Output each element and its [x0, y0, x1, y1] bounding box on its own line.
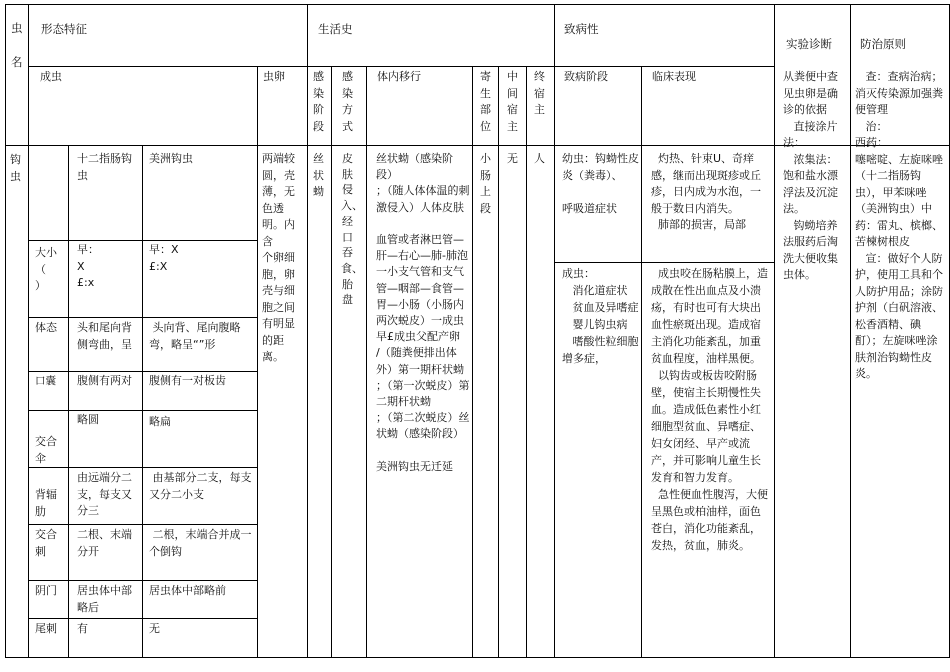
- row-a-kounang: 腹侧有两对: [77, 374, 132, 387]
- row-label-beifulei: 背辐肋: [35, 488, 57, 518]
- row-b-jiaoheshan: 略扁: [149, 415, 171, 428]
- col-shierzhichang: 十二指肠钩虫: [77, 152, 132, 182]
- row-label-weici: 尾刺: [35, 622, 57, 635]
- ganran-fangshi-value: 皮肤侵入、经口吞食、胎盘: [341, 152, 363, 307]
- row-b-beifulei: 由基部分二支，每支又分二小支: [149, 471, 252, 501]
- subheader-jisheng-buwei: 寄生部位: [480, 70, 491, 133]
- header-zhibing: 致病性: [564, 22, 599, 36]
- chongming-gouchong: 钩虫: [10, 153, 21, 183]
- header-chongming-1: 虫: [11, 21, 23, 35]
- subheader-chengchong: 成虫: [40, 70, 62, 83]
- subheader-tinei-yixing: 体内移行: [377, 70, 421, 83]
- row-b-jiaoheci: 二根，末端合并成一个倒钩: [149, 528, 252, 558]
- subheader-zhongjian-suzhu: 中间宿主: [507, 70, 518, 133]
- subheader-linchuang: 临床表现: [652, 70, 696, 83]
- fangzhi-text: 查：查病治病；消灭传染源加强粪便管理 治： 西药： 噻嘧啶、左旋咪唑（十二指肠钩虫），甲苯咪唑（美洲钩虫）中药：雷丸、槟榔、苦楝树根皮 宣：做好个人防护，使用工具和个人防护用品；涂防护剂（白矾溶液、松香酒精、碘酊）；左旋咪唑涂肤剂治钩蚴性皮炎。: [855, 70, 943, 380]
- header-fangzhi: 防治原则: [860, 37, 906, 51]
- row-label-titai: 体态: [35, 321, 57, 334]
- subheader-zhibing-jieduan: 致病阶段: [564, 70, 608, 83]
- chongluan-text: 两端较圆，壳薄，无色透明。内含 个卵细胞，卵壳与细胞之间有明显的距离。: [262, 152, 295, 363]
- row-a-daxiao: 早： X £:x: [77, 243, 99, 289]
- row-b-yinmen: 居虫体中部略前: [149, 584, 226, 597]
- header-shenghuo: 生活史: [318, 22, 353, 36]
- row-b-daxiao: 早：X £:X: [149, 243, 179, 273]
- row-a-jiaoheshan: 略圆: [77, 413, 99, 426]
- row-a-jiaoheci: 二根、末端分开: [77, 528, 132, 558]
- tinei-yixing-text: 丝状蚴（感染阶段） ；（随人体体温的刺激侵入）人体皮肤 血管或者淋巴管—肝—右心—肺-肺泡一小支气管和支气管—咽部—食管—胃—小肠（小肠内两次蜕皮）一成虫 早£成虫父配产卵 /（随粪便排出体外）第一期杆状蚴 ；（第一次蜕皮）第二期杆状蚴 ；（第二次蜕皮）丝状蚴（感染阶段） 美洲钩虫无迁延: [376, 152, 470, 473]
- row-b-titai: 头向背、尾向腹略弯，略呈“”形: [149, 321, 241, 351]
- youchong-biaoxian-text: 灼热、针束U、奇痒感，继而出现斑疹或丘疹，日内成为水泡，一般于数日内消失。 肺部的损害，局部: [651, 152, 761, 231]
- row-b-kounang: 腹侧有一对板齿: [149, 374, 226, 387]
- chengchong-jieduan-text: 成虫： 消化道症状 贫血及异嗜症 婴儿钩虫病 嗜酸性粒细胞增多症，: [562, 267, 639, 365]
- zhongjian-suzhu-value: 无: [507, 152, 518, 165]
- shiyan-text: 从粪便中查见虫卵是确诊的依据 直接涂片法： 浓集法：饱和盐水漂浮法及沉淀法。 钩蚴培养法服药后淘洗大便收集虫体。: [783, 70, 838, 281]
- row-label-daxiao: 大小（ ）: [35, 246, 60, 292]
- row-a-weici: 有: [77, 622, 88, 635]
- header-chongming-2: 名: [11, 55, 23, 69]
- subheader-chongluan: 虫卵: [263, 70, 285, 83]
- header-xingtai: 形态特征: [41, 22, 87, 36]
- row-label-yinmen: 阴门: [35, 584, 57, 597]
- youchong-jieduan-text: 幼虫：钩蚴性皮炎（粪毒）、 呼吸道症状: [562, 152, 639, 215]
- row-a-titai: 头和尾向背侧弯曲，呈: [77, 321, 132, 351]
- subheader-zhongsu-zhu: 终宿主: [534, 70, 545, 116]
- jisheng-buwei-value: 小肠上段: [480, 152, 491, 215]
- chengchong-biaoxian-text: 成虫咬在肠粘膜上，造成散在性出血点及小溃疡，有时也可有大块出血性瘀斑出现。造成宿主消化功能紊乱，加重贫血程度，油样黑便。 以钩齿或板齿咬附肠壁，使宿主长期慢性失血。造成低色素性小红细胞型贫血、异嗜症、妇女闭经、早产或流产，并可影响儿童生长发育和智力发育。 急性便血性腹泻，大便呈黑色或柏油样，面色苍白，消化功能紊乱，发热，贫血，肺炎。: [651, 267, 768, 552]
- subheader-ganran-fangshi: 感染方式: [342, 70, 353, 133]
- row-label-jiaoheshan: 交合伞: [35, 435, 57, 465]
- col-meizhou: 美洲钩虫: [149, 152, 193, 165]
- row-label-kounang: 口囊: [35, 375, 56, 387]
- row-a-yinmen: 居虫体中部略后: [77, 584, 132, 614]
- row-a-beifulei: 由远端分二支，每支又分三: [77, 471, 132, 517]
- header-shiyan: 实验诊断: [786, 37, 832, 51]
- row-b-weici: 无: [149, 622, 160, 635]
- zhongsu-zhu-value: 人: [534, 152, 545, 165]
- ganran-jieduan-value: 丝状蚴: [313, 152, 324, 198]
- subheader-ganran-jieduan: 感染阶段: [313, 70, 324, 133]
- row-label-jiaoheci: 交合刺: [35, 528, 57, 558]
